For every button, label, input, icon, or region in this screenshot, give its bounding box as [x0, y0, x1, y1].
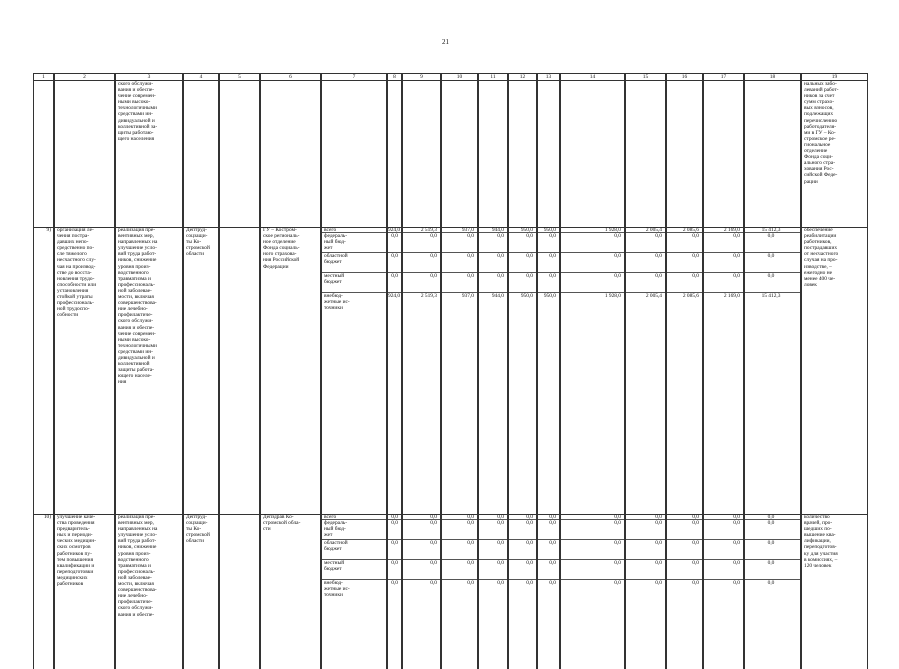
row10-source-divider	[403, 539, 440, 540]
row10-source-divider	[388, 519, 401, 520]
row10-value: 0,0	[614, 540, 621, 546]
row10-value: 0,0	[526, 560, 533, 566]
row9-value: 0,0	[692, 253, 699, 259]
row10-value: 0,0	[767, 560, 775, 566]
row9-value: 2 085,6	[682, 227, 699, 233]
row9-source-divider	[704, 272, 743, 273]
row9-source-divider	[704, 232, 743, 233]
cont-col-14	[560, 81, 625, 227]
row9-value: 950,0	[543, 293, 556, 299]
cont-col-3: ского обслужи- вания и обеспе- чение современ- ными высоко- технологичными средствами ин- дивидуальной и коллективной за- щиты работаю- щего населения	[115, 81, 183, 227]
row9-value: 0,0	[767, 233, 775, 239]
row10-value: 0,0	[430, 540, 437, 546]
row10-source-divider	[322, 559, 386, 560]
cont-col-9	[402, 81, 441, 227]
row10-source-divider	[509, 539, 536, 540]
row10-source-divider	[626, 579, 665, 580]
row9-source-divider	[561, 252, 624, 253]
row10-col-9	[402, 514, 441, 669]
row9-value: 0,0	[614, 253, 621, 259]
row10-value: 0,0	[614, 580, 621, 586]
row10-value: 0,0	[430, 580, 437, 586]
row9-col-10	[441, 227, 478, 514]
row10-source-divider	[403, 519, 440, 520]
row10-value: 0,0	[692, 540, 699, 546]
header-col-19: 19	[801, 73, 868, 81]
row9-source-label: местный бюджет	[324, 273, 345, 286]
cont-col-8	[387, 81, 402, 227]
row10-value: 0,0	[549, 520, 556, 526]
row9-value: 2 169,0	[723, 227, 740, 233]
row9-source-divider	[322, 252, 386, 253]
row10-source-divider	[704, 579, 743, 580]
row9-value: 0,0	[767, 253, 775, 259]
row9-col-6: ГУ – Костром- ское региональ- ное отделение Фонда социаль- ного страхова- ния Российской Федерации	[260, 227, 321, 514]
row10-value: 0,0	[430, 560, 437, 566]
row10-value: 0,0	[391, 520, 398, 526]
row10-value: 0,0	[391, 514, 398, 520]
row10-col-18	[744, 514, 801, 669]
row10-col-16	[666, 514, 703, 669]
row9-source-divider	[509, 232, 536, 233]
row9-col-2: организация ле- чения постра- давших непо- средственно по- сле тяжелого несчастного слу- чая на производ- стве до восста- новления трудо- способности или установления стойкой утраты профессиональ- ной трудоспо- собности	[54, 227, 115, 514]
row10-source-divider	[561, 579, 624, 580]
row9-source-divider	[442, 232, 477, 233]
row10-value: 0,0	[733, 514, 740, 520]
row9-source-divider	[479, 232, 507, 233]
row9-value: 937,0	[461, 227, 474, 233]
row9-value: 0,0	[391, 233, 398, 239]
row9-value: 944,0	[491, 227, 504, 233]
row10-value: 0,0	[497, 560, 504, 566]
row10-source-divider	[509, 559, 536, 560]
row9-col-14	[560, 227, 625, 514]
cont-col-19: нальных забо- леваний работ- ников за счет сумм страхо- вых взносов, подлежащих перечислению работодателя- ми в ГУ – Ко- стромское ре- гиональное отделение Фонда соци- ального стра- хования Рос- сийской Феде- рации	[801, 81, 868, 227]
row10-value: 0,0	[733, 520, 740, 526]
row10-source-divider	[667, 539, 702, 540]
page-number: 21	[442, 38, 449, 46]
row10-source-divider	[479, 559, 507, 560]
row10-col-1: 10)	[33, 514, 54, 669]
row9-value: 0,0	[526, 233, 533, 239]
row10-source-divider	[322, 579, 386, 580]
row9-value: 0,0	[430, 273, 437, 279]
row10-source-divider	[479, 579, 507, 580]
row9-source-divider	[667, 292, 702, 293]
row10-source-label: внебюд- жетные ис- точники	[324, 580, 350, 599]
row10-source-divider	[561, 559, 624, 560]
row10-value: 0,0	[391, 540, 398, 546]
row9-source-divider	[442, 292, 477, 293]
row9-col-17	[703, 227, 744, 514]
row10-source-divider	[538, 519, 559, 520]
row10-source-label: федераль- ный бюд- жет	[324, 520, 348, 539]
row9-source-divider	[538, 252, 559, 253]
row9-source-divider	[322, 232, 386, 233]
row10-source-divider	[745, 579, 800, 580]
row9-value: 15 412,3	[761, 227, 781, 233]
row10-value: 0,0	[692, 514, 699, 520]
row9-value: 0,0	[733, 253, 740, 259]
row10-col-5	[219, 514, 260, 669]
row10-source-divider	[626, 539, 665, 540]
row9-source-divider	[626, 232, 665, 233]
row10-value: 0,0	[549, 560, 556, 566]
row9-source-divider	[403, 232, 440, 233]
row10-value: 0,0	[692, 520, 699, 526]
row10-col-14	[560, 514, 625, 669]
row10-source-divider	[745, 519, 800, 520]
row9-value: 0,0	[767, 273, 775, 279]
row9-value: 1 928,0	[604, 293, 621, 299]
row10-value: 0,0	[614, 514, 621, 520]
row10-source-divider	[667, 559, 702, 560]
row9-source-divider	[509, 252, 536, 253]
row10-source-divider	[538, 579, 559, 580]
header-col-5: 5	[219, 73, 260, 81]
cont-col-15	[625, 81, 666, 227]
cont-col-1	[33, 81, 54, 227]
row9-value: 0,0	[391, 273, 398, 279]
row10-value: 0,0	[430, 514, 437, 520]
row10-value: 0,0	[655, 540, 662, 546]
row10-col-3: реализация пре- вентивных мер, направленных на улучшение усло- вий труда работ- ников, снижение уровня произ- водственного травматизма и профессиональ- ной заболевае- мости, включая совершенствова- ние лечебно- профилактиче- ского обслужи- вания и обеспе-	[115, 514, 183, 669]
cont-col-5	[219, 81, 260, 227]
row9-value: 0,0	[497, 253, 504, 259]
row10-source-divider	[479, 519, 507, 520]
row9-value: 0,0	[549, 273, 556, 279]
row10-source-divider	[538, 539, 559, 540]
row10-value: 0,0	[467, 560, 474, 566]
header-col-10: 10	[441, 73, 478, 81]
cont-col-10	[441, 81, 478, 227]
row10-source-divider	[561, 519, 624, 520]
row9-value: 0,0	[526, 253, 533, 259]
row10-value: 0,0	[767, 540, 775, 546]
row9-source-divider	[403, 272, 440, 273]
header-col-11: 11	[478, 73, 508, 81]
row9-col-13	[537, 227, 560, 514]
row9-source-divider	[667, 252, 702, 253]
row10-value: 0,0	[430, 520, 437, 526]
row10-source-divider	[704, 539, 743, 540]
row9-source-label: всего	[324, 227, 337, 233]
row9-value: 0,0	[467, 273, 474, 279]
row10-col-13	[537, 514, 560, 669]
row10-source-divider	[388, 559, 401, 560]
row10-col-11	[478, 514, 508, 669]
row9-source-divider	[322, 292, 386, 293]
row10-source-divider	[704, 519, 743, 520]
cont-col-16	[666, 81, 703, 227]
header-col-12: 12	[508, 73, 537, 81]
row9-value: 0,0	[430, 233, 437, 239]
row10-source-divider	[509, 519, 536, 520]
row9-value: 0,0	[526, 273, 533, 279]
row9-source-divider	[388, 232, 401, 233]
row10-source-divider	[388, 579, 401, 580]
row10-source-divider	[322, 519, 386, 520]
row10-col-10	[441, 514, 478, 669]
row10-col-15	[625, 514, 666, 669]
row9-source-divider	[561, 272, 624, 273]
row10-source-divider	[403, 559, 440, 560]
row9-source-divider	[538, 292, 559, 293]
row10-value: 0,0	[526, 514, 533, 520]
cont-col-17	[703, 81, 744, 227]
row10-col-7	[321, 514, 387, 669]
row9-source-divider	[626, 272, 665, 273]
row9-value: 0,0	[655, 253, 662, 259]
row9-source-divider	[388, 252, 401, 253]
row9-col-11	[478, 227, 508, 514]
row9-source-divider	[704, 252, 743, 253]
row10-source-divider	[509, 579, 536, 580]
row9-col-9	[402, 227, 441, 514]
row9-value: 2 085,6	[682, 293, 699, 299]
row9-source-divider	[388, 272, 401, 273]
row10-source-divider	[442, 579, 477, 580]
row10-value: 0,0	[497, 580, 504, 586]
header-col-15: 15	[625, 73, 666, 81]
row10-source-divider	[667, 519, 702, 520]
row9-value: 15 412,3	[761, 293, 781, 299]
cont-col-12	[508, 81, 537, 227]
row9-value: 2 519,3	[420, 227, 437, 233]
cont-col-7	[321, 81, 387, 227]
row10-source-divider	[322, 539, 386, 540]
row9-value: 2 005,4	[645, 293, 662, 299]
row9-col-19: обеспечение реабилитации работников, пострадавших от несчастного случая на про- изводстве, – ежегодно не менее 400 че- ловек	[801, 227, 868, 514]
row9-value: 0,0	[497, 233, 504, 239]
header-col-1: 1	[33, 73, 54, 81]
row9-source-divider	[388, 292, 401, 293]
cont-col-2	[54, 81, 115, 227]
row9-col-12	[508, 227, 537, 514]
row10-value: 0,0	[767, 580, 775, 586]
row9-value: 924,0	[388, 293, 401, 299]
row10-value: 0,0	[549, 514, 556, 520]
row9-source-label: внебюд- жетные ис- точники	[324, 293, 350, 312]
row10-col-4: Дептруд- соцзащи- ты Ко- стромской области	[183, 514, 219, 669]
row10-source-divider	[704, 559, 743, 560]
row9-value: 2 169,0	[723, 293, 740, 299]
row10-source-divider	[388, 539, 401, 540]
row10-source-divider	[561, 539, 624, 540]
row10-value: 0,0	[467, 520, 474, 526]
row10-value: 0,0	[655, 520, 662, 526]
row9-source-divider	[626, 252, 665, 253]
row10-value: 0,0	[692, 580, 699, 586]
row10-value: 0,0	[614, 560, 621, 566]
row9-col-7	[321, 227, 387, 514]
row10-source-label: всего	[324, 514, 337, 520]
row9-col-16	[666, 227, 703, 514]
row10-col-12	[508, 514, 537, 669]
row10-source-divider	[626, 559, 665, 560]
row9-value: 0,0	[692, 273, 699, 279]
row10-source-label: местный бюджет	[324, 560, 345, 573]
row10-value: 0,0	[467, 580, 474, 586]
row10-value: 0,0	[767, 520, 775, 526]
row9-value: 0,0	[549, 233, 556, 239]
header-col-16: 16	[666, 73, 703, 81]
row10-value: 0,0	[733, 580, 740, 586]
row10-source-divider	[667, 579, 702, 580]
row9-source-divider	[509, 272, 536, 273]
header-col-18: 18	[744, 73, 801, 81]
row10-source-divider	[442, 539, 477, 540]
row10-col-19: количество врачей, про- шедших по- вышение ква- лификации, переподготов- ку для участия в комиссиях, – 120 человек	[801, 514, 868, 669]
row9-value: 0,0	[614, 273, 621, 279]
cont-col-11	[478, 81, 508, 227]
row9-value: 0,0	[733, 233, 740, 239]
row10-source-divider	[745, 559, 800, 560]
row10-value: 0,0	[467, 540, 474, 546]
cont-col-13	[537, 81, 560, 227]
row9-value: 0,0	[467, 253, 474, 259]
row9-source-divider	[442, 272, 477, 273]
row10-value: 0,0	[549, 580, 556, 586]
row10-col-6: Депздрав Ко- стромской обла- сти	[260, 514, 321, 669]
row10-col-17	[703, 514, 744, 669]
row10-source-divider	[479, 539, 507, 540]
row9-value: 924,0	[388, 227, 401, 233]
row9-col-8	[387, 227, 402, 514]
row10-source-divider	[403, 579, 440, 580]
row9-value: 0,0	[692, 233, 699, 239]
row9-source-divider	[322, 272, 386, 273]
row10-value: 0,0	[526, 520, 533, 526]
row10-value: 0,0	[655, 560, 662, 566]
row10-col-8	[387, 514, 402, 669]
row9-value: 950,0	[520, 293, 533, 299]
row9-source-divider	[745, 252, 800, 253]
row9-value: 0,0	[549, 253, 556, 259]
row9-value: 0,0	[733, 273, 740, 279]
row9-source-divider	[479, 272, 507, 273]
row9-value: 944,0	[491, 293, 504, 299]
row9-value: 0,0	[430, 253, 437, 259]
row9-value: 2 005,4	[645, 227, 662, 233]
row9-source-divider	[442, 252, 477, 253]
row10-col-2: улучшение каче- ства проведения предваритель- ных и периоди- ческих медицин- ских осмотров работников пу- тем повышения квалификации и переподготовки медицинских работников	[54, 514, 115, 669]
row9-source-divider	[538, 232, 559, 233]
row10-value: 0,0	[733, 560, 740, 566]
header-col-9: 9	[402, 73, 441, 81]
row10-value: 0,0	[497, 514, 504, 520]
row9-col-4: Дептруд- соцзащи- ты Ко- стромской области	[183, 227, 219, 514]
header-col-17: 17	[703, 73, 744, 81]
row9-value: 0,0	[655, 233, 662, 239]
row9-source-divider	[745, 272, 800, 273]
row9-col-18	[744, 227, 801, 514]
row9-source-divider	[479, 292, 507, 293]
row9-value: 950,0	[520, 227, 533, 233]
row10-value: 0,0	[614, 520, 621, 526]
row10-value: 0,0	[767, 514, 775, 520]
row9-source-divider	[479, 252, 507, 253]
cont-col-6	[260, 81, 321, 227]
header-col-14: 14	[560, 73, 625, 81]
row9-source-divider	[745, 292, 800, 293]
row9-source-divider	[745, 232, 800, 233]
row9-value: 937,0	[461, 293, 474, 299]
row10-value: 0,0	[526, 580, 533, 586]
row9-value: 0,0	[497, 273, 504, 279]
row10-value: 0,0	[391, 580, 398, 586]
row9-source-divider	[561, 292, 624, 293]
row10-source-label: областной бюджет	[324, 540, 348, 553]
row10-source-divider	[442, 519, 477, 520]
row9-col-15	[625, 227, 666, 514]
row9-source-divider	[403, 292, 440, 293]
row9-value: 0,0	[614, 233, 621, 239]
row10-source-divider	[745, 539, 800, 540]
header-col-4: 4	[183, 73, 219, 81]
header-col-13: 13	[537, 73, 560, 81]
row9-value: 950,0	[543, 227, 556, 233]
row10-value: 0,0	[655, 514, 662, 520]
row9-value: 1 928,0	[604, 227, 621, 233]
row9-source-divider	[538, 272, 559, 273]
header-col-8: 8	[387, 73, 402, 81]
row10-value: 0,0	[497, 540, 504, 546]
row9-source-divider	[667, 272, 702, 273]
row10-source-divider	[442, 559, 477, 560]
row9-source-label: областной бюджет	[324, 253, 348, 266]
cont-col-18	[744, 81, 801, 227]
cont-col-4	[183, 81, 219, 227]
row9-source-divider	[626, 292, 665, 293]
row10-value: 0,0	[497, 520, 504, 526]
row9-source-divider	[403, 252, 440, 253]
row9-value: 0,0	[655, 273, 662, 279]
header-col-6: 6	[260, 73, 321, 81]
row9-source-divider	[509, 292, 536, 293]
row9-col-3: реализация пре- вентивных мер, направленных на улучшение усло- вий труда работ- ников, снижение уровня произ- водственного травматизма и профессиональ- ной заболевае- мости, включая совершенствова- ние лечебно- профилактиче- ского обслужи- вания и обеспе- чение современ- ными высоко- технологичными средствами ин- дивидуальной и коллективной защиты работа- ющего населе- ния	[115, 227, 183, 514]
row10-value: 0,0	[549, 540, 556, 546]
header-col-3: 3	[115, 73, 183, 81]
row10-value: 0,0	[692, 560, 699, 566]
row9-source-divider	[667, 232, 702, 233]
row10-value: 0,0	[655, 580, 662, 586]
row10-value: 0,0	[467, 514, 474, 520]
header-col-7: 7	[321, 73, 387, 81]
row10-source-divider	[538, 559, 559, 560]
row9-value: 0,0	[391, 253, 398, 259]
row9-col-1: 9)	[33, 227, 54, 514]
header-col-2: 2	[54, 73, 115, 81]
row9-value: 2 519,3	[420, 293, 437, 299]
row9-source-label: федераль- ный бюд- жет	[324, 233, 348, 252]
row10-value: 0,0	[526, 540, 533, 546]
row9-source-divider	[561, 232, 624, 233]
row9-value: 0,0	[467, 233, 474, 239]
row9-source-divider	[704, 292, 743, 293]
row10-value: 0,0	[733, 540, 740, 546]
row9-col-5	[219, 227, 260, 514]
row10-source-divider	[626, 519, 665, 520]
row10-value: 0,0	[391, 560, 398, 566]
